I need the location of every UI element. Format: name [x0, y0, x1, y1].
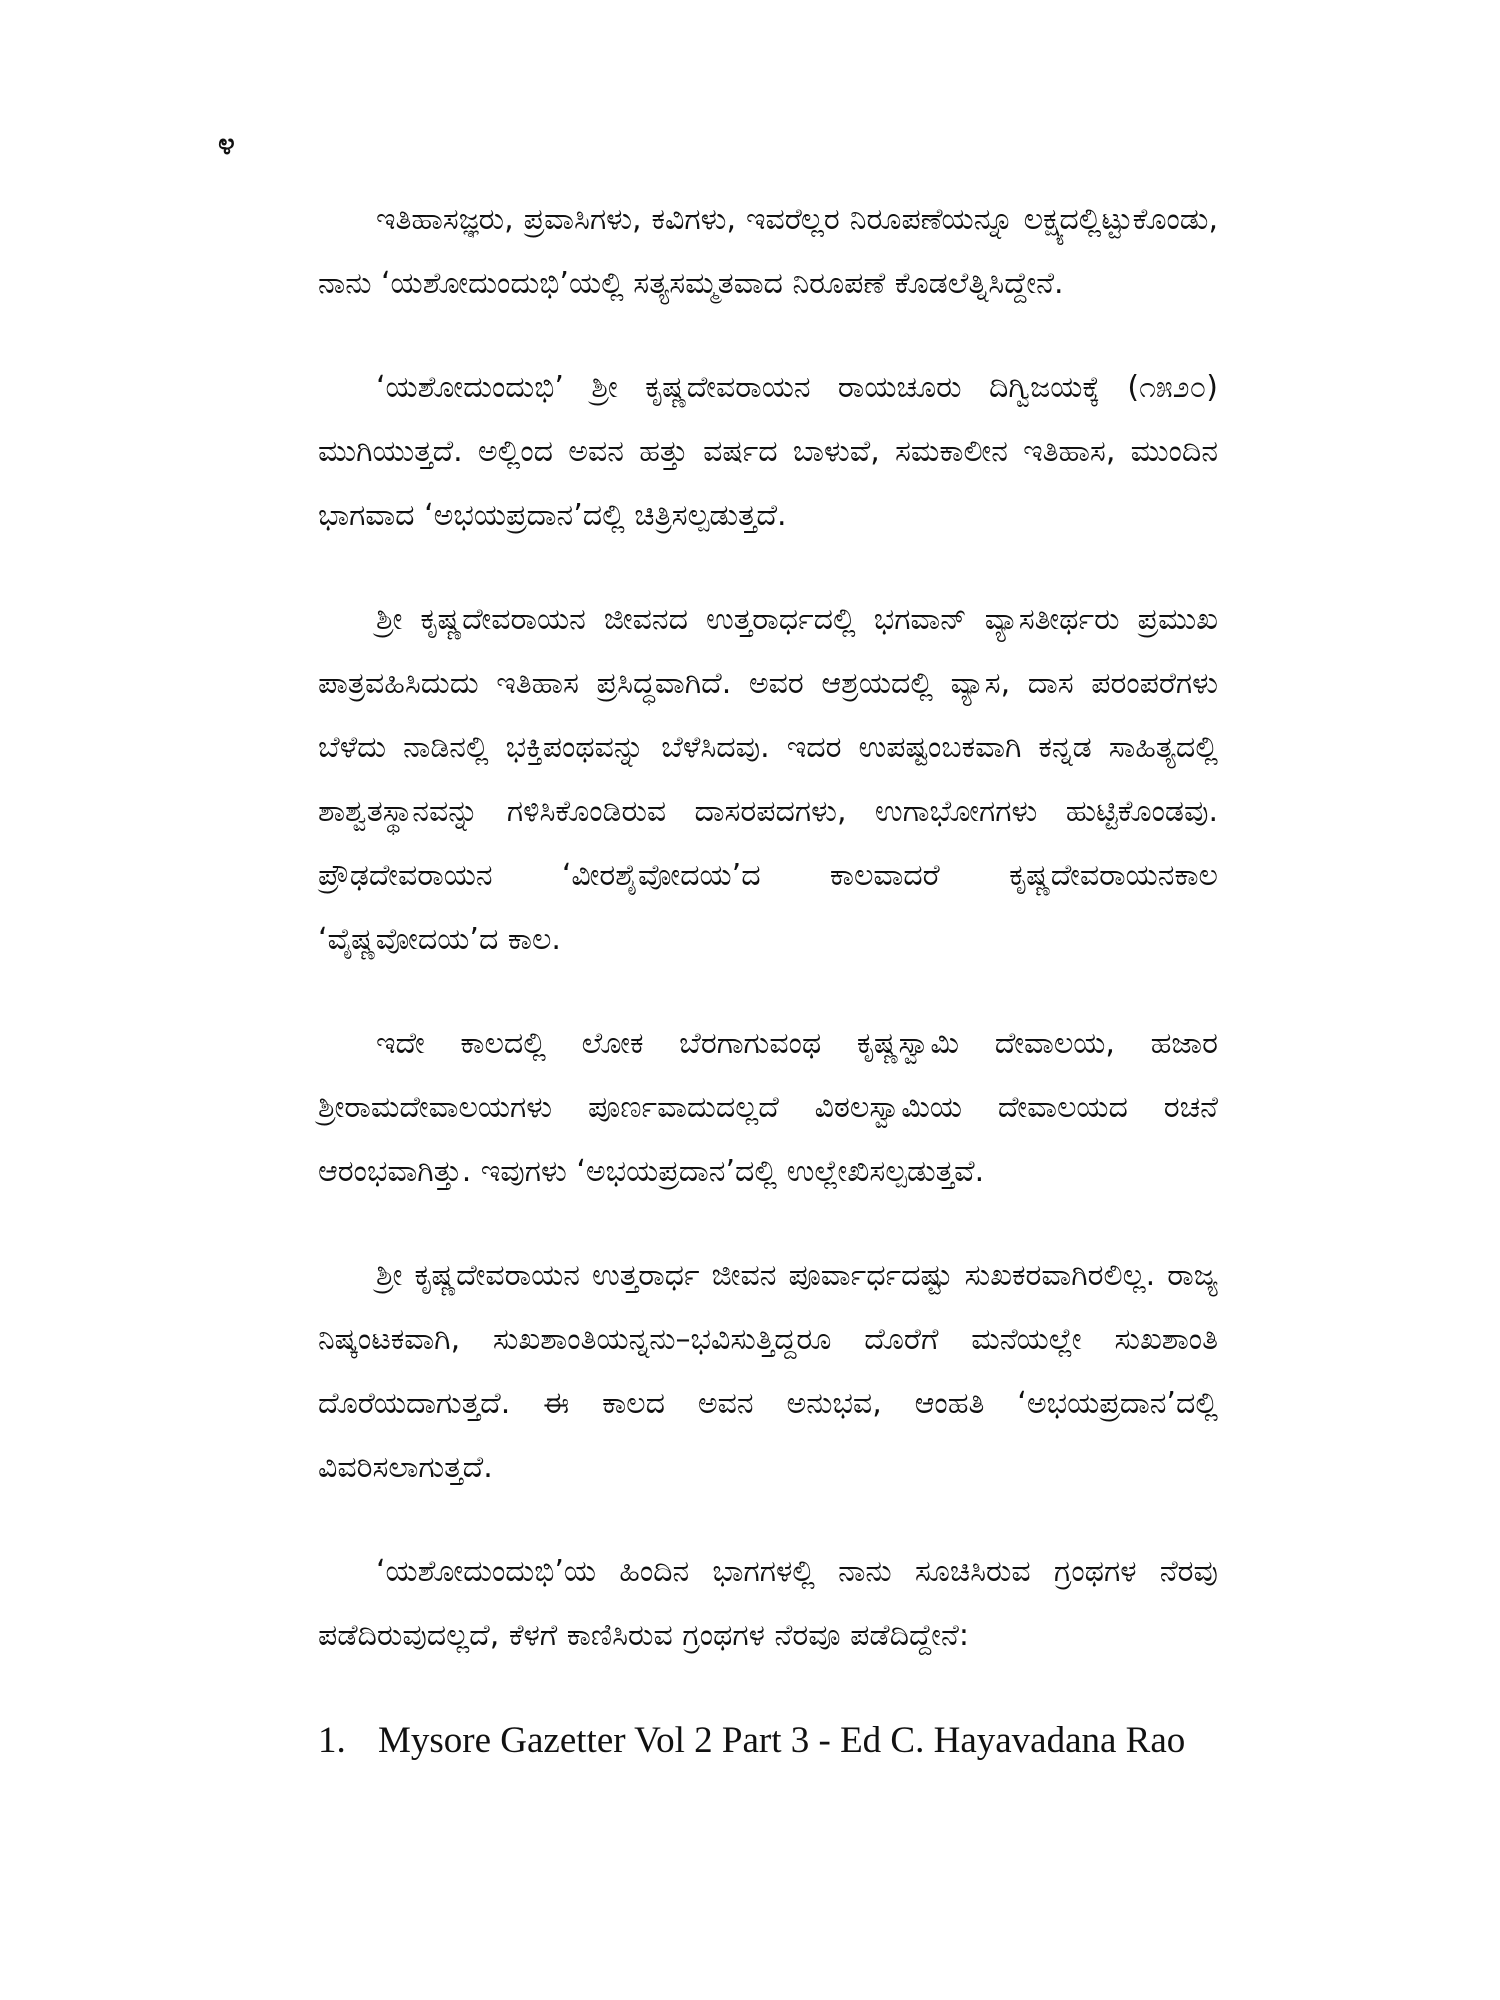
reference-item: [318, 1708, 1218, 1774]
paragraph-6: ‘ಯಶೋದುಂದುಭಿ’ಯ ಹಿಂದಿನ ಭಾಗಗಳಲ್ಲಿ ನಾನು ಸೂಚಿಸಿರುವ ಗ್ರಂಥಗಳ ನೆರವು ಪಡೆದಿರುವುದಲ್ಲದೆ, ಕೆಳಗೆ ಕಾಣಿಸಿರುವ ಗ್ರಂಥಗಳ ನೆರವೂ ಪಡೆದಿದ್ದೇನೆ:: [318, 1554, 1218, 1653]
reference-list: [318, 1708, 1218, 1774]
paragraph-3: ಶ್ರೀ ಕೃಷ್ಣದೇವರಾಯನ ಜೀವನದ ಉತ್ತರಾರ್ಧದಲ್ಲಿ ಭಗವಾನ್ ವ್ಯಾಸತೀರ್ಥರು ಪ್ರಮುಖ ಪಾತ್ರವಹಿಸಿದುದು ಇತಿಹಾಸ ಪ್ರಸಿದ್ಧವಾಗಿದೆ. ಅವರ ಆಶ್ರಯದಲ್ಲಿ ವ್ಯಾಸ, ದಾಸ ಪರಂಪರೆಗಳು ಬೆಳೆದು ನಾಡಿನಲ್ಲಿ ಭಕ್ತಿಪಂಥವನ್ನು ಬೆಳೆಸಿದವು. ಇದರ ಉಪಷ್ಟಂಬಕವಾಗಿ ಕನ್ನಡ ಸಾಹಿತ್ಯದಲ್ಲಿ ಶಾಶ್ವತಸ್ಥಾನವನ್ನು ಗಳಿಸಿಕೊಂಡಿರುವ ದಾಸರಪದಗಳು, ಉಗಾಭೋಗಗಳು ಹುಟ್ಟಿಕೊಂಡವು. ಪ್ರೌಢದೇವರಾಯನ ‘ವೀರಶೈವೋದಯ’ದ ಕಾಲವಾದರೆ ಕೃಷ್ಣದೇವರಾಯನಕಾಲ ‘ವೈಷ್ಣವೋದಯ’ದ ಕಾಲ.: [318, 602, 1218, 957]
reference-number: 1.: [318, 1720, 346, 1761]
paragraph-5: ಶ್ರೀ ಕೃಷ್ಣದೇವರಾಯನ ಉತ್ತರಾರ್ಧ ಜೀವನ ಪೂರ್ವಾರ್ಧದಷ್ಟು ಸುಖಕರವಾಗಿರಲಿಲ್ಲ. ರಾಜ್ಯ ನಿಷ್ಕಂಟಕವಾಗಿ, ಸುಖಶಾಂತಿಯನ್ನನು–ಭವಿಸುತ್ತಿದ್ದರೂ ದೊರೆಗೆ ಮನೆಯಲ್ಲೇ ಸುಖಶಾಂತಿ ದೊರೆಯದಾಗುತ್ತದೆ. ಈ ಕಾಲದ ಅವನ ಅನುಭವ, ಆಂಹತಿ ‘ಅಭಯಪ್ರದಾನ’ದಲ್ಲಿ ವಿವರಿಸಲಾಗುತ್ತದೆ.: [318, 1258, 1218, 1485]
page-number: ೪: [218, 127, 235, 162]
body-text: [318, 188, 1218, 1774]
paragraph-1: ಇತಿಹಾಸಜ್ಞರು, ಪ್ರವಾಸಿಗಳು, ಕವಿಗಳು, ಇವರೆಲ್ಲರ ನಿರೂಪಣೆಯನ್ನೂ ಲಕ್ಷ್ಯದಲ್ಲಿಟ್ಟುಕೊಂಡು, ನಾನು ‘ಯಶೋದುಂದುಭಿ’ಯಲ್ಲಿ ಸತ್ಯಸಮ್ಮತವಾದ ನಿರೂಪಣೆ ಕೊಡಲೆತ್ನಿಸಿದ್ದೇನೆ.: [318, 202, 1218, 301]
paragraph-2: ‘ಯಶೋದುಂದುಭಿ’ ಶ್ರೀ ಕೃಷ್ಣದೇವರಾಯನ ರಾಯಚೂರು ದಿಗ್ವಿಜಯಕ್ಕೆ (೧೫೨೦) ಮುಗಿಯುತ್ತದೆ. ಅಲ್ಲಿಂದ ಅವನ ಹತ್ತು ವರ್ಷದ ಬಾಳುವೆ, ಸಮಕಾಲೀನ ಇತಿಹಾಸ, ಮುಂದಿನ ಭಾಗವಾದ ‘ಅಭಯಪ್ರದಾನ’ದಲ್ಲಿ ಚಿತ್ರಿಸಲ್ಪಡುತ್ತದೆ.: [318, 370, 1218, 533]
reference-text: Mysore Gazetter Vol 2 Part 3 - Ed C. Hayavadana Rao: [378, 1720, 1186, 1761]
paragraph-4: ಇದೇ ಕಾಲದಲ್ಲಿ ಲೋಕ ಬೆರಗಾಗುವಂಥ ಕೃಷ್ಣಸ್ವಾಮಿ ದೇವಾಲಯ, ಹಜಾರ ಶ್ರೀರಾಮದೇವಾಲಯಗಳು ಪೂರ್ಣವಾದುದಲ್ಲದೆ ವಿಠಲಸ್ವಾಮಿಯ ದೇವಾಲಯದ ರಚನೆ ಆರಂಭವಾಗಿತ್ತು. ಇವುಗಳು ‘ಅಭಯಪ್ರದಾನ’ದಲ್ಲಿ ಉಲ್ಲೇಖಿಸಲ್ಪಡುತ್ತವೆ.: [318, 1026, 1218, 1189]
